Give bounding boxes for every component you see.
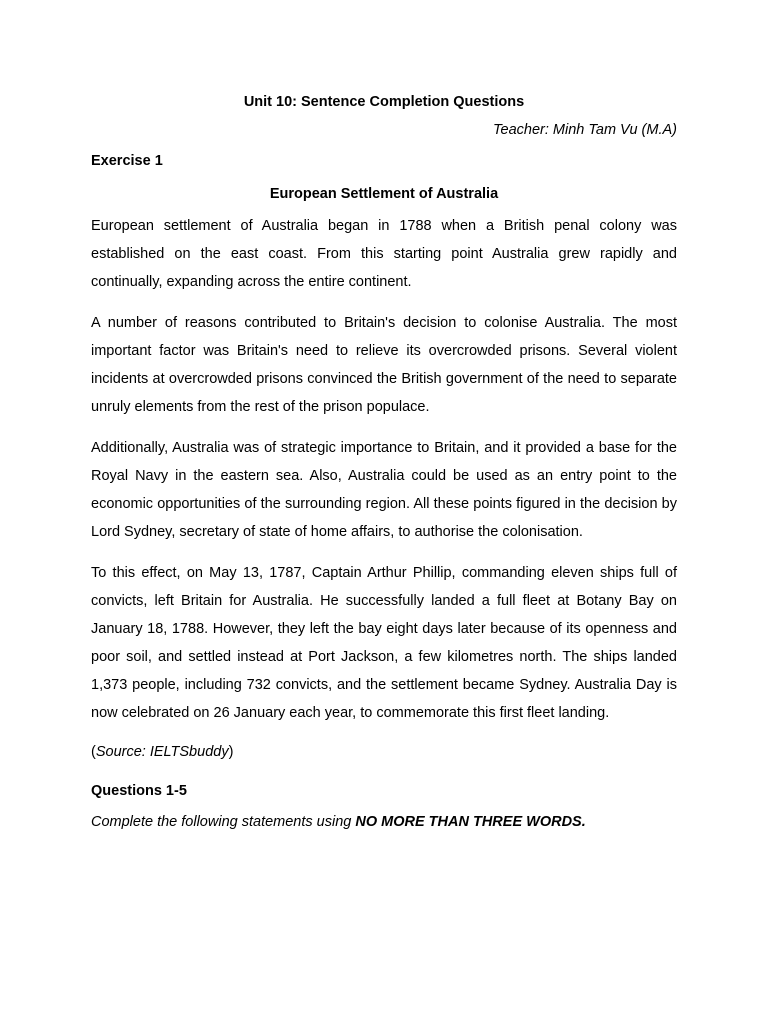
source-citation: [91, 741, 677, 763]
source-close-paren: ): [228, 744, 234, 760]
passage-paragraph-1: European settlement of Australia began in 1788 when a British penal colony was established on the east coast. From this starting point Australia grew rapidly and continually, expanding across the entire continent.: [91, 218, 677, 290]
passage-paragraph-2: A number of reasons contributed to Britain's decision to colonise Australia. The most important factor was Britain's need to relieve its overcrowded prisons. Several violent incidents at overcrowded prisons convinced the British government of the need to separate unruly elements from the rest of the prison populace.: [91, 315, 677, 415]
questions-instruction: [91, 811, 677, 833]
instruction-lead: Complete the following statements using: [91, 814, 356, 830]
exercise-label: Exercise 1: [91, 153, 163, 169]
source-open-paren: (: [91, 744, 96, 760]
questions-heading: Questions 1-5: [91, 783, 187, 799]
document-page: [91, 91, 677, 833]
instruction-emphasis: NO MORE THAN THREE WORDS.: [355, 814, 586, 830]
passage-paragraph-3: Additionally, Australia was of strategic importance to Britain, and it provided a base for the Royal Navy in the eastern sea. Also, Australia could be used as an entry point to the economic opportunities of the surrounding region. All these points figured in the decision by Lord Sydney, secretary of state of home affairs, to authorise the colonisation.: [91, 440, 677, 540]
passage-title: European Settlement of Australia: [269, 186, 499, 202]
source-text: Source: IELTSbuddy: [95, 744, 229, 760]
passage-paragraph-4: To this effect, on May 13, 1787, Captain Arthur Phillip, commanding eleven ships full of convicts, left Britain for Australia. He successfully landed a full fleet at Botany Bay on January 18, 1788. However, they left the bay eight days later because of its openness and poor soil, and settled instead at Port Jackson, a few kilometres north. The ships landed 1,373 people, including 732 convicts, and the settlement became Sydney. Australia Day is now celebrated on 26 January each year, to commemorate this first fleet landing.: [91, 565, 677, 721]
teacher-name: Teacher: Minh Tam Vu (M.A): [492, 122, 677, 138]
unit-title: Unit 10: Sentence Completion Questions: [243, 94, 525, 110]
